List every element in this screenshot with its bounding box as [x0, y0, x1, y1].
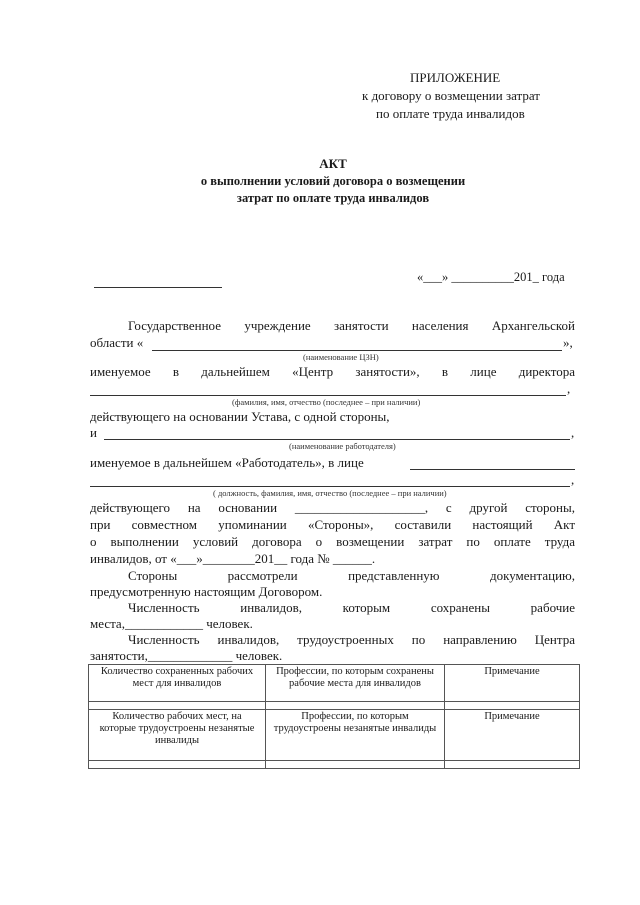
- paragraph-1-line-2-end: »,: [563, 335, 573, 350]
- representative-blank: [410, 469, 575, 470]
- paragraph-7-line-4: инвалидов, от «___»________201__ года № ______.: [90, 551, 376, 566]
- table-cell-note: Примечание: [445, 710, 580, 761]
- paragraph-8-line-1: Стороны рассмотрели представленную документацию,: [128, 568, 575, 583]
- table-cell-saved-professions: Профессии, по которым сохранены рабочие места для инвалидов: [266, 665, 445, 702]
- appendix-line-1: к договору о возмещении затрат: [362, 88, 540, 103]
- paragraph-7-line-1: действующего на основании ____________________, с другой стороны,: [90, 500, 575, 515]
- employer-name-blank: [104, 439, 570, 440]
- table-cell-empty: [445, 702, 580, 710]
- caption-position: ( должность, фамилия, имя, отчество (последнее – при наличии): [213, 488, 447, 498]
- place-blank-line: [94, 287, 222, 288]
- table-row: [89, 710, 580, 761]
- table-cell-empty: [89, 702, 266, 710]
- results-table: [88, 664, 580, 769]
- table-cell-saved-workplaces: Количество сохраненных рабочих мест для инвалидов: [89, 665, 266, 702]
- paragraph-10-line-1: Численность инвалидов, трудоустроенных по направлению Центра: [128, 632, 575, 647]
- caption-employer: (наименование работодателя): [289, 441, 396, 451]
- table-cell-empty: [89, 761, 266, 769]
- table-row-empty: [89, 761, 580, 769]
- paragraph-1-line-2-start: области «: [90, 335, 144, 350]
- paragraph-10-line-2: занятости,_____________ человек.: [90, 648, 283, 663]
- paragraph-9-line-2: места,____________ человек.: [90, 616, 253, 631]
- paragraph-7-line-2: при совместном упоминании «Стороны», составили настоящий Акт: [90, 517, 575, 532]
- document-title: АКТ: [319, 156, 347, 171]
- table-cell-employed-professions: Профессии, по которым трудоустроены незанятые инвалиды: [266, 710, 445, 761]
- paragraph-9-line-1: Численность инвалидов, которым сохранены рабочие: [128, 600, 575, 615]
- caption-fio: (фамилия, имя, отчество (последнее – при наличии): [232, 397, 421, 407]
- appendix-title: ПРИЛОЖЕНИЕ: [410, 70, 501, 85]
- table-cell-employed-workplaces: Количество рабочих мест, на которые трудоустроены незанятые инвалиды: [89, 710, 266, 761]
- table-cell-empty: [266, 702, 445, 710]
- director-line-end: ,: [567, 381, 571, 396]
- representative-blank-2: [90, 486, 570, 487]
- table-cell-empty: [266, 761, 445, 769]
- paragraph-4-start: и: [90, 425, 97, 440]
- director-name-blank: [90, 395, 566, 396]
- table-cell-empty: [445, 761, 580, 769]
- table-cell-note: Примечание: [445, 665, 580, 702]
- paragraph-3-line: действующего на основании Устава, с одной стороны,: [90, 409, 390, 424]
- date-line: «___» __________201_ года: [417, 270, 565, 284]
- paragraph-7-line-3: о выполнении условий договора о возмещении затрат по оплате труда: [90, 534, 575, 549]
- czn-name-blank: [152, 350, 562, 351]
- caption-czn: (наименование ЦЗН): [303, 352, 379, 362]
- table-row: [89, 665, 580, 702]
- paragraph-2-line: именуемое в дальнейшем «Центр занятости», в лице директора: [90, 364, 575, 379]
- document-subtitle-2: затрат по оплате труда инвалидов: [236, 191, 430, 205]
- paragraph-1-line-1: Государственное учреждение занятости населения Архангельской: [128, 318, 575, 333]
- paragraph-4-end: ,: [571, 425, 575, 440]
- document-subtitle-1: о выполнении условий договора о возмещении: [200, 174, 466, 188]
- paragraph-6-end: ,: [571, 472, 575, 487]
- paragraph-8-line-2: предусмотренную настоящим Договором.: [90, 584, 323, 599]
- paragraph-5-line: именуемое в дальнейшем «Работодатель», в лице: [90, 455, 364, 470]
- appendix-line-2: по оплате труда инвалидов: [376, 106, 525, 121]
- table-row-empty: [89, 702, 580, 710]
